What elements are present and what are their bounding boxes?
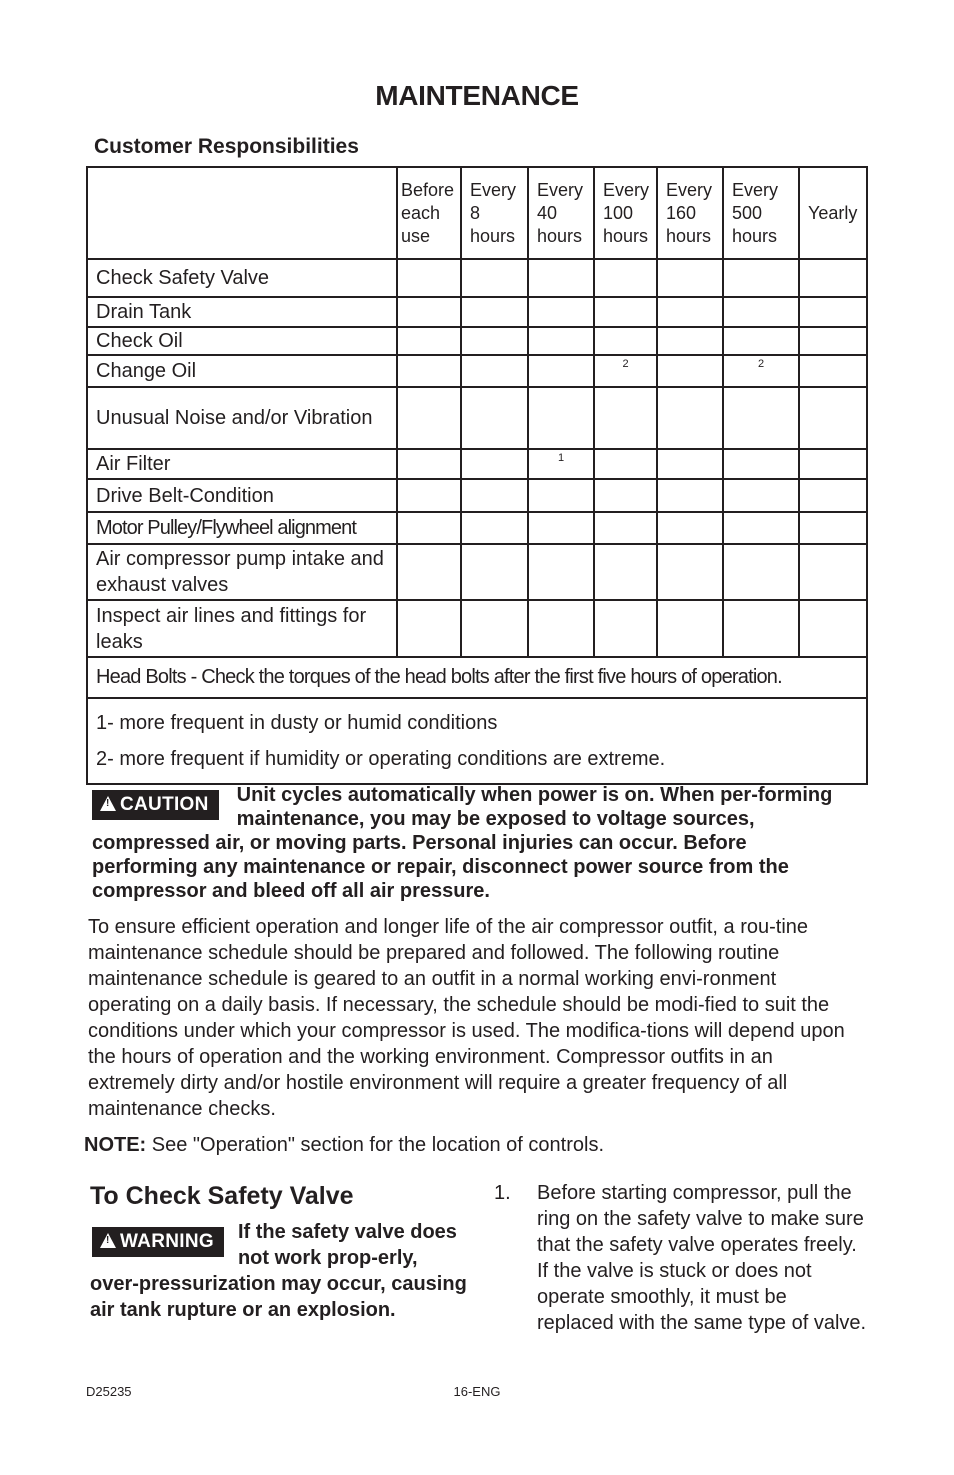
schedule-cell: [397, 259, 461, 297]
column-header-line: Every: [470, 179, 517, 200]
warning-text: If the safety valve does not work prop-erly, over-pressurization may occur, causing air tank rupture or an explosion.: [90, 1221, 467, 1321]
schedule-cell: [461, 297, 528, 327]
schedule-cell: [461, 479, 528, 512]
schedule-cell: [594, 512, 657, 544]
task-cell: Check Safety Valve: [87, 259, 397, 297]
schedule-cell: [657, 327, 723, 355]
table-row: [87, 600, 867, 657]
schedule-cell: [397, 600, 461, 657]
column-header: [594, 167, 657, 259]
schedule-cell: [799, 355, 867, 387]
column-header-line: Every: [603, 179, 650, 200]
footnote-marker: 2: [757, 358, 765, 370]
table-row: [87, 327, 867, 355]
column-header-line: Before: [401, 179, 455, 200]
schedule-cell: [799, 327, 867, 355]
column-header-line: hours: [603, 225, 649, 246]
task-cell: Drive Belt-Condition: [87, 479, 397, 512]
schedule-cell: [528, 259, 594, 297]
footer-doc-id: D25235: [86, 1384, 132, 1399]
column-header-line: use: [401, 225, 431, 246]
task-cell: Change Oil: [87, 355, 397, 387]
table-row: [87, 479, 867, 512]
footnotes-cell: [87, 698, 867, 784]
footnote-marker: 2: [622, 358, 629, 370]
schedule-cell: [723, 355, 799, 387]
head-bolts-row: [87, 657, 867, 698]
column-header: [723, 167, 799, 259]
column-header-line: Every: [537, 179, 584, 200]
task-cell: Unusual Noise and/or Vibration: [87, 387, 397, 449]
schedule-cell: [723, 327, 799, 355]
note-text: See "Operation" section for the location of controls.: [146, 1134, 605, 1156]
schedule-cell: [528, 512, 594, 544]
schedule-cell: [461, 327, 528, 355]
schedule-cell: [594, 259, 657, 297]
table-row: [87, 544, 867, 600]
footnote-marker: 1: [557, 452, 565, 464]
caution-notice: [92, 783, 852, 903]
section-heading: Customer Responsibilities: [94, 135, 359, 158]
schedule-cell: [594, 449, 657, 479]
schedule-cell: [657, 355, 723, 387]
column-header-line: Every: [666, 179, 713, 200]
table-row: [87, 355, 867, 387]
schedule-cell: [528, 297, 594, 327]
table-header-row: [87, 167, 867, 259]
schedule-cell: [594, 544, 657, 600]
schedule-cell: [799, 387, 867, 449]
schedule-cell: [657, 259, 723, 297]
column-header: [657, 167, 723, 259]
schedule-cell: [723, 479, 799, 512]
caution-text: Unit cycles automatically when power is on. When per-forming maintenance, you may be exposed to voltage sources, compressed air, or moving parts. Personal injuries can occur. Before performing any maintenance or repair, disconnect power source from the compressor and bleed off all air pressure.: [92, 784, 833, 902]
table-row: [87, 259, 867, 297]
column-header-line: each: [401, 202, 441, 223]
schedule-cell: [799, 600, 867, 657]
step-text: Before starting compressor, pull the ring on the safety valve to make sure that the safety valve operates freely. If the valve is stuck or does not operate smoothly, it must be replaced with the same type of valve.: [537, 1182, 867, 1334]
task-cell: Drain Tank: [87, 297, 397, 327]
schedule-cell: [461, 355, 528, 387]
column-header-line: hours: [732, 225, 778, 246]
schedule-cell: [799, 449, 867, 479]
schedule-cell: [594, 600, 657, 657]
table-row: [87, 512, 867, 544]
schedule-cell: [397, 355, 461, 387]
schedule-cell: [657, 479, 723, 512]
schedule-cell: [594, 297, 657, 327]
task-cell: Air compressor pump intake and exhaust valves: [87, 544, 397, 600]
schedule-cell: [461, 600, 528, 657]
schedule-cell: [799, 479, 867, 512]
schedule-cell: [461, 544, 528, 600]
schedule-cell: [397, 544, 461, 600]
schedule-cell: [528, 479, 594, 512]
task-cell: Inspect air lines and fittings for leaks: [87, 600, 397, 657]
schedule-cell: [799, 512, 867, 544]
schedule-cell: [723, 449, 799, 479]
column-header: [799, 167, 867, 259]
schedule-cell: [723, 512, 799, 544]
schedule-cell: [594, 387, 657, 449]
schedule-cell: [528, 600, 594, 657]
warning-triangle-icon: [100, 796, 116, 811]
schedule-cell: [657, 512, 723, 544]
schedule-cell: [397, 327, 461, 355]
schedule-cell: [723, 600, 799, 657]
schedule-cell: [594, 479, 657, 512]
column-header-line: 160: [666, 202, 697, 223]
schedule-cell: [657, 600, 723, 657]
column-header: [528, 167, 594, 259]
maintenance-schedule-table: [86, 166, 868, 785]
task-cell: Check Oil: [87, 327, 397, 355]
column-header-line: hours: [666, 225, 712, 246]
head-bolts-note: Head Bolts - Check the torques of the head bolts after the first five hours of operation.: [87, 657, 867, 698]
schedule-cell: [594, 327, 657, 355]
schedule-cell: [799, 297, 867, 327]
column-header-line: hours: [470, 225, 516, 246]
column-header-line: 8: [470, 202, 481, 223]
warning-label: WARNING: [120, 1231, 214, 1252]
footnotes-row: [87, 698, 867, 784]
schedule-cell: [528, 387, 594, 449]
schedule-cell: [657, 297, 723, 327]
schedule-cell: [528, 544, 594, 600]
safety-valve-heading: To Check Safety Valve: [90, 1182, 354, 1210]
caution-label: CAUTION: [120, 794, 209, 815]
table-row: [87, 387, 867, 449]
column-header-line: 500: [732, 202, 763, 223]
maintenance-intro-paragraph: To ensure efficient operation and longer life of the air compressor outfit, a rou-tine maintenance schedule should be prepared and followed. The following routine maintenance schedule is geared to an outfit in a normal working envi-ronment operating on a daily basis. If necessary, the schedule should be modi-fied to suit the conditions under which your compressor is used. The modifica-tions will depend upon the hours of operation and the working environment. Compressor outfits in an extremely dirty and/or hostile environment will require a greater frequency of all maintenance checks.: [88, 916, 845, 1120]
table-row: [87, 297, 867, 327]
schedule-cell: [397, 512, 461, 544]
schedule-cell: [723, 297, 799, 327]
schedule-cell: [799, 259, 867, 297]
column-header: [461, 167, 528, 259]
schedule-cell: [723, 544, 799, 600]
column-header: [397, 167, 461, 259]
column-header-line: Every: [732, 179, 779, 200]
schedule-cell: [461, 512, 528, 544]
table-row: [87, 449, 867, 479]
task-cell: Air Filter: [87, 449, 397, 479]
schedule-cell: [723, 259, 799, 297]
schedule-cell: [461, 387, 528, 449]
footnote: 2- more frequent if humidity or operating conditions are extreme.: [96, 748, 666, 770]
column-header-line: hours: [537, 225, 583, 246]
schedule-cell: [799, 544, 867, 600]
schedule-cell: [528, 355, 594, 387]
warning-badge: [92, 1227, 224, 1257]
warning-notice: [90, 1219, 470, 1323]
note-label: NOTE:: [84, 1134, 147, 1156]
schedule-cell: [657, 544, 723, 600]
footnote: 1- more frequent in dusty or humid conditions: [96, 712, 498, 734]
column-header-line: Yearly: [808, 202, 858, 223]
warning-triangle-icon: [100, 1233, 116, 1248]
schedule-cell: [461, 259, 528, 297]
page-title: MAINTENANCE: [375, 80, 579, 111]
schedule-cell: [528, 327, 594, 355]
schedule-cell: [397, 479, 461, 512]
task-cell: Motor Pulley/Flywheel alignment: [87, 512, 397, 544]
footer-page-number: 16-ENG: [453, 1384, 501, 1399]
note: [84, 1134, 604, 1157]
schedule-cell: [723, 387, 799, 449]
schedule-cell: [397, 387, 461, 449]
schedule-cell: [657, 449, 723, 479]
schedule-cell: [397, 449, 461, 479]
schedule-cell: [594, 355, 657, 387]
schedule-cell: [657, 387, 723, 449]
schedule-cell: [528, 449, 594, 479]
schedule-cell: [397, 297, 461, 327]
column-header-task: [87, 167, 397, 259]
schedule-cell: [461, 449, 528, 479]
column-header-line: 40: [537, 202, 558, 223]
column-header-line: 100: [603, 202, 634, 223]
step-number: 1.: [494, 1182, 511, 1204]
caution-badge: [92, 790, 219, 820]
